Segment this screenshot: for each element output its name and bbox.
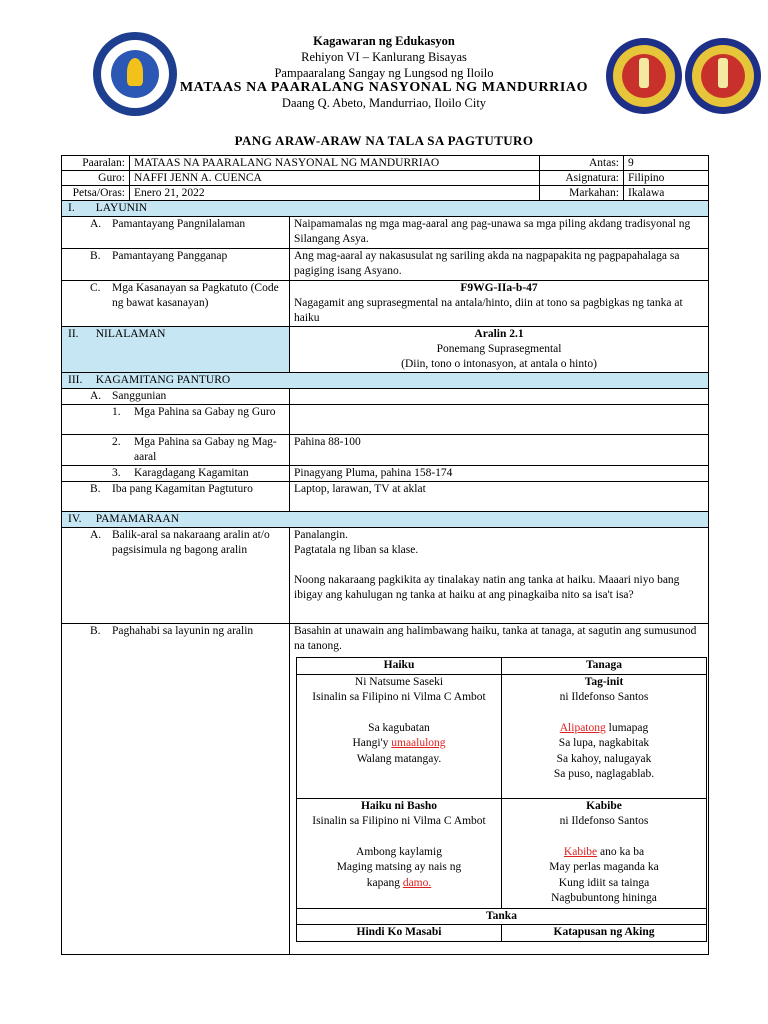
markahan-label: Markahan: xyxy=(540,186,624,201)
aralin-topic: Ponemang Suprasegmental xyxy=(436,343,562,355)
aralin-sub: (Diin, tono o intonasyon, at antala o hinto) xyxy=(401,358,597,370)
division-name: Pampaaralang Sangay ng Lungsod ng Iloilo xyxy=(274,66,494,80)
step-attendance: Pagtatala ng liban sa klase. xyxy=(294,544,419,556)
tanka-title-2: Katapusan ng Aking xyxy=(502,925,707,942)
asignatura-value: Filipino xyxy=(624,171,709,186)
department-name: Kagawaran ng Edukasyon xyxy=(313,34,455,48)
section-title: KAGAMITANG PANTURO xyxy=(95,374,231,386)
aralin-title: Aralin 2.1 xyxy=(474,328,524,340)
poems-table xyxy=(296,657,707,942)
school-address: Daang Q. Abeto, Mandurriao, Iloilo City xyxy=(281,96,487,110)
highlighted-word: umaalulong xyxy=(391,737,446,749)
step-review: Noong nakaraang pagkikita ay tinalakay natin ang tanka at haiku. Maaari niyo bang ibigay ang kahulugan ng tanka at haiku at ang pinagkaiba nito sa isa't isa? xyxy=(294,574,680,601)
row-balik-aral: A. Balik-aral sa nakaraang aralin at/o pagsisimula ng bagong aralin Panalangin. Pagtatala ng liban sa klase. Noong nakaraang pagkikita ay tinalakay natin ang tanka at haiku. Maaari niyo bang ibigay ang kahulugan ng tanka at haiku at ang pinagkaiba nito sa isa't isa? xyxy=(62,528,709,624)
row-gabay-mag-aaral: 2. Mga Pahina sa Gabay ng Mag-aaral Pahina 88-100 xyxy=(62,435,709,466)
row-pangganap: B. Pamantayang Pangganap Ang mag-aaral ay nakasusulat ng sariling akda na nagpapakita ng pagpapahalaga sa pagiging isang Asyano. xyxy=(62,249,709,281)
row-label: Mga Kasanayan sa Pagkatuto (Code ng bawat kasanayan) xyxy=(112,282,279,309)
tanaga-header: Tanaga xyxy=(502,658,707,675)
row-paghahabi: B. Paghahabi sa layunin ng aralin Basahin at unawain ang halimbawang haiku, tanka at tanaga, at sagutin ang sumusunod na tanong. xyxy=(62,624,709,955)
row-label: Paghahabi sa layunin ng aralin xyxy=(112,625,254,637)
row-text xyxy=(290,405,709,435)
row-gabay-guro: 1. Mga Pahina sa Gabay ng Guro xyxy=(62,405,709,435)
row-label: Mga Pahina sa Gabay ng Guro xyxy=(134,406,276,418)
petsa-value: Enero 21, 2022 xyxy=(130,186,540,201)
paaralan-label: Paaralan: xyxy=(62,156,130,171)
step-prayer: Panalangin. xyxy=(294,529,348,541)
section-kagamitan: III. KAGAMITANG PANTURO xyxy=(62,373,709,389)
section-pamamaraan: IV. PAMAMARAAN xyxy=(62,512,709,528)
row-kasanayan: C. Mga Kasanayan sa Pagkatuto (Code ng bawat kasanayan) F9WG-IIa-b-47 Nagagamit ang suprasegmental na antala/hinto, diin at tono sa pagbigkas ng tanka at haiku xyxy=(62,281,709,327)
row-text: Pahina 88-100 xyxy=(290,435,709,466)
region-name: Rehiyon VI – Kanlurang Bisayas xyxy=(301,50,467,64)
row-text: Naipamamalas ng mga mag-aaral ang pag-unawa sa mga piling akdang tradisyonal ng Silangang Asya. xyxy=(290,217,709,249)
poem-haiku-saseki: Ni Natsume Saseki Isinalin sa Filipino ni Vilma C Ambot Sa kagubatan Hangi'y umaalulong Walang matangay. xyxy=(297,674,502,798)
guro-label: Guro: xyxy=(62,171,130,186)
school-name: MATAAS NA PAARALANG NASYONAL NG MANDURRIAO xyxy=(179,80,589,95)
asignatura-label: Asignatura: xyxy=(540,171,624,186)
highlighted-word: damo. xyxy=(402,876,432,889)
paaralan-value: MATAAS NA PAARALANG NASYONAL NG MANDURRIAO xyxy=(130,156,540,171)
row-label: Balik-aral sa nakaraang aralin at/o pagsisimula ng bagong aralin xyxy=(112,529,270,556)
antas-value: 9 xyxy=(624,156,709,171)
poem-kabibe: Kabibe ni Ildefonso Santos Kabibe ano ka ba May perlas maganda ka Kung idiit sa tainga Nagbubuntong hininga xyxy=(502,798,707,908)
section-title: NILALAMAN xyxy=(95,328,166,340)
tanka-title-1: Hindi Ko Masabi xyxy=(297,925,502,942)
section-nilalaman: II. NILALAMAN Aralin 2.1 Ponemang Suprasegmental (Diin, tono o intonasyon, at antala o hinto) xyxy=(62,327,709,373)
row-text: Laptop, larawan, TV at aklat xyxy=(290,482,709,512)
row-label: Pamantayang Pangnilalaman xyxy=(112,218,246,230)
row-sanggunian: A. Sanggunian xyxy=(62,389,709,405)
poem-haiku-basho: Haiku ni Basho Isinalin sa Filipino ni Vilma C Ambot Ambong kaylamig Maging matsing ay nais ng kapang damo. xyxy=(297,798,502,908)
highlighted-word: Alipatong xyxy=(559,721,606,734)
section-title: LAYUNIN xyxy=(95,202,148,214)
row-pangnilalaman: A. Pamantayang Pangnilalaman Naipamamalas ng mga mag-aaral ang pag-unawa sa mga piling akdang tradisyonal ng Silangang Asya. xyxy=(62,217,709,249)
page-title: PANG ARAW-ARAW NA TALA SA PAGTUTURO xyxy=(234,133,534,148)
section-title: PAMAMARAAN xyxy=(95,513,180,525)
row-label: Mga Pahina sa Gabay ng Mag-aaral xyxy=(134,436,277,463)
row-label: Iba pang Kagamitan Pagtuturo xyxy=(112,483,253,495)
row-iba-pang-kagamitan: B. Iba pang Kagamitan Pagtuturo Laptop, larawan, TV at aklat xyxy=(62,482,709,512)
row-label: Karagdagang Kagamitan xyxy=(134,467,249,479)
row-text: Ang mag-aaral ay nakasusulat ng sariling akda na nagpapakita ng pagpapahalaga sa pagiging isang Asyano. xyxy=(290,249,709,281)
highlighted-word: Kabibe xyxy=(563,845,598,858)
tanka-header: Tanka xyxy=(297,908,707,925)
row-karagdagang-kagamitan: 3. Karagdagang Kagamitan Pinagyang Pluma, pahina 158-174 xyxy=(62,466,709,482)
competency-code: F9WG-IIa-b-47 xyxy=(460,282,538,294)
guro-value: NAFFI JENN A. CUENCA xyxy=(130,171,540,186)
antas-label: Antas: xyxy=(540,156,624,171)
row-text: Nagagamit ang suprasegmental na antala/hinto, diin at tono sa pagbigkas ng tanka at haiku xyxy=(294,297,683,324)
row-text: Basahin at unawain ang halimbawang haiku, tanka at tanaga, at sagutin ang sumusunod na tanong. xyxy=(290,624,709,955)
poem-tag-init: Tag-init ni Ildefonso Santos Alipatong lumapag Sa lupa, nagkabitak Sa kahoy, nalugayak Sa puso, naglagablab. xyxy=(502,674,707,798)
haiku-header: Haiku xyxy=(297,658,502,675)
row-label: Pamantayang Pangganap xyxy=(112,250,228,262)
petsa-label: Petsa/Oras: xyxy=(62,186,130,201)
markahan-value: Ikalawa xyxy=(624,186,709,201)
section-layunin: I. LAYUNIN xyxy=(62,201,709,217)
info-table xyxy=(61,155,709,201)
row-label: Sanggunian xyxy=(112,390,167,402)
row-text: Pinagyang Pluma, pahina 158-174 xyxy=(290,466,709,482)
